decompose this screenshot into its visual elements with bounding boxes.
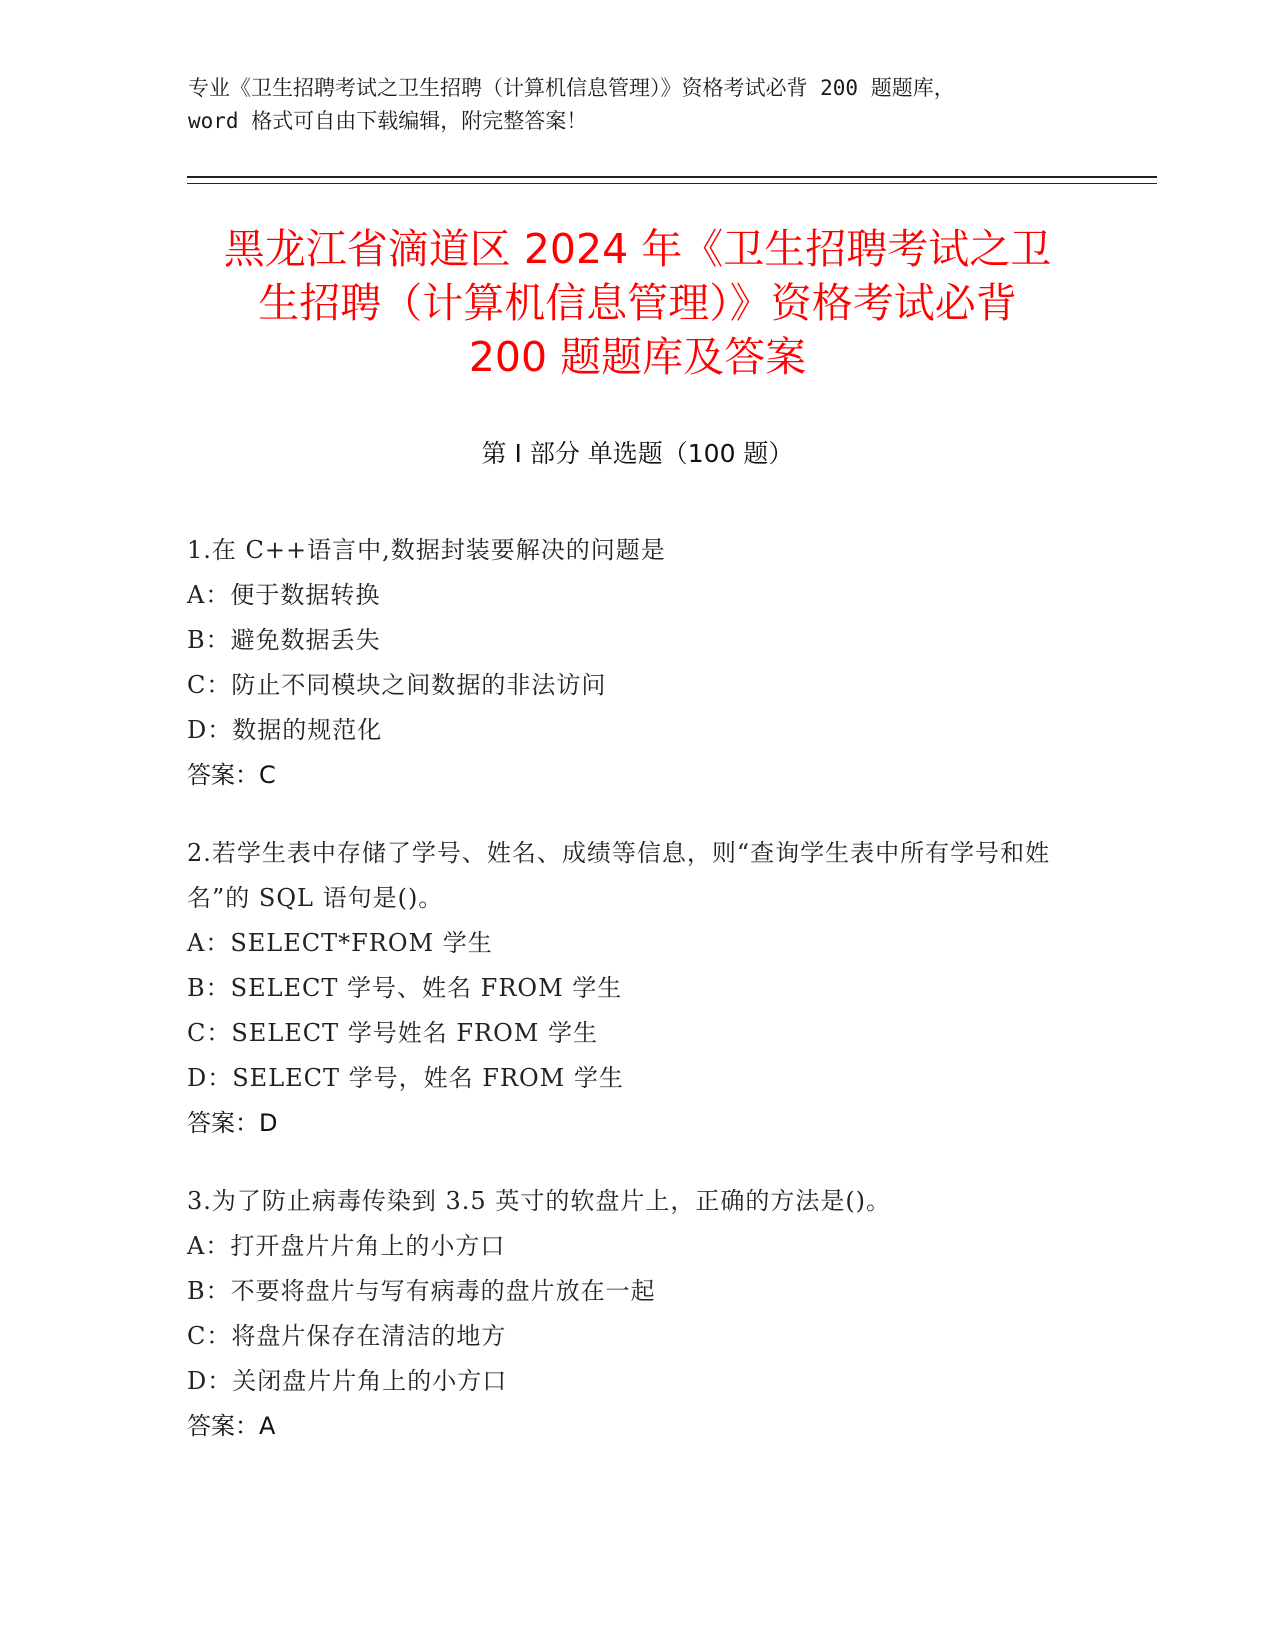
question-stem: 2.若学生表中存储了学号、姓名、成绩等信息，则“查询学生表中所有学号和姓名”的 SQL 语句是()。 — [187, 839, 1051, 912]
section-title: 第 I 部分 单选题（100 题） — [481, 439, 794, 468]
header-note-line-1: 专业《卫生招聘考试之卫生招聘（计算机信息管理）》资格考试必背 200 题题库， — [188, 76, 955, 100]
option-b: B：SELECT 学号、姓名 FROM 学生 — [187, 974, 623, 1002]
question-1 — [187, 528, 1087, 798]
document-title-line-3: 200 题题库及答案 — [468, 333, 807, 381]
document-title-line-1: 黑龙江省滴道区 2024 年《卫生招聘考试之卫 — [223, 225, 1052, 273]
option-b: B：不要将盘片与写有病毒的盘片放在一起 — [187, 1277, 656, 1305]
option-d: D：关闭盘片片角上的小方口 — [187, 1367, 508, 1395]
option-c: C：将盘片保存在清洁的地方 — [187, 1322, 507, 1350]
option-a: A：便于数据转换 — [187, 581, 381, 609]
document-title-line-2: 生招聘（计算机信息管理）》资格考试必背 — [258, 279, 1017, 327]
option-d: D：SELECT 学号，姓名 FROM 学生 — [187, 1064, 624, 1092]
header-divider-thin — [187, 183, 1157, 184]
option-c: C：防止不同模块之间数据的非法访问 — [187, 671, 607, 699]
question-list — [187, 528, 1087, 1482]
question-2 — [187, 831, 1087, 1146]
option-a: A：打开盘片片角上的小方口 — [187, 1232, 506, 1260]
option-b: B：避免数据丢失 — [187, 626, 381, 654]
document-header-note — [188, 72, 1088, 138]
option-c: C：SELECT 学号姓名 FROM 学生 — [187, 1019, 599, 1047]
answer-line: 答案：C — [187, 761, 276, 789]
option-d: D：数据的规范化 — [187, 716, 383, 744]
header-note-line-2: word 格式可自由下载编辑，附完整答案！ — [188, 109, 588, 133]
header-divider-thick — [187, 176, 1157, 178]
question-3 — [187, 1179, 1087, 1449]
question-stem: 3.为了防止病毒传染到 3.5 英寸的软盘片上，正确的方法是()。 — [187, 1187, 892, 1215]
answer-line: 答案：D — [187, 1109, 278, 1137]
option-a: A：SELECT*FROM 学生 — [187, 929, 493, 957]
document-title — [170, 222, 1105, 384]
question-stem: 1.在 C++语言中,数据封装要解决的问题是 — [187, 536, 666, 564]
answer-line: 答案：A — [187, 1412, 276, 1440]
